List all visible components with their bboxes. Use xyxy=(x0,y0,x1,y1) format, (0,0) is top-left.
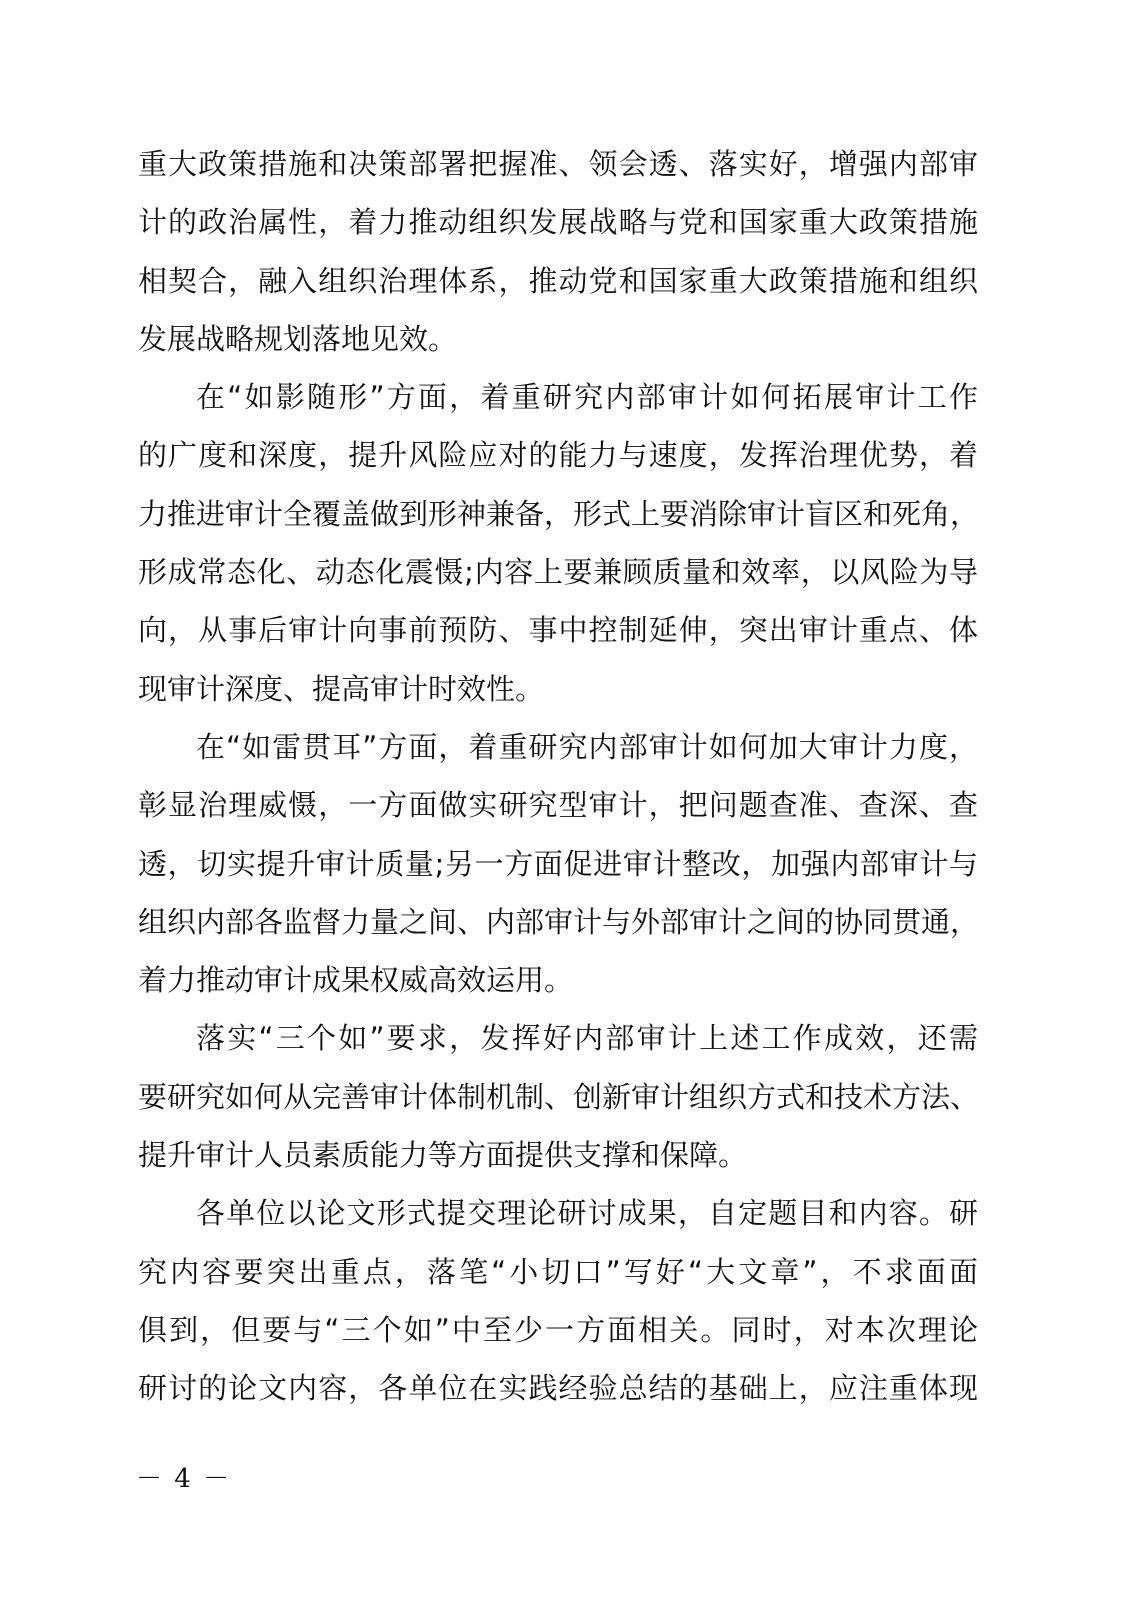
text-line: 透，切实提升审计质量;另一方面促进审计整改，加强内部审计与 xyxy=(138,846,978,881)
text-line: 在“如影随形”方面，着重研究内部审计如何拓展审计工作 xyxy=(196,380,978,415)
text-line: 相契合，融入组织治理体系，推动党和国家重大政策措施和组织 xyxy=(138,263,978,298)
text-line: 着力推动审计成果权威高效运用。 xyxy=(138,963,574,998)
body-text xyxy=(138,135,978,1418)
text-line: 重大政策措施和决策部署把握准、领会透、落实好，增强内部审 xyxy=(138,147,978,181)
text-line: 向，从事后审计向事前预防、事中控制延伸，突出审计重点、体 xyxy=(138,613,978,648)
text-line: 研讨的论文内容，各单位在实践经验总结的基础上，应注重体现 xyxy=(138,1371,978,1406)
text-line: 俱到，但要与“三个如”中至少一方面相关。同时，对本次理论 xyxy=(138,1312,978,1347)
text-line: 要研究如何从完善审计体制机制、创新审计组织方式和技术方法、 xyxy=(138,1079,980,1114)
text-line: 现审计深度、提高审计时效性。 xyxy=(138,671,545,706)
text-line: 提升审计人员素质能力等方面提供支撑和保障。 xyxy=(138,1138,748,1173)
text-line: 在“如雷贯耳”方面，着重研究内部审计如何加大审计力度， xyxy=(196,729,978,764)
text-line: 力推进审计全覆盖做到形神兼备，形式上要消除审计盲区和死角， xyxy=(138,496,980,531)
text-line: 形成常态化、动态化震慑;内容上要兼顾质量和效率，以风险为导 xyxy=(138,555,978,590)
page-number: － 4 － xyxy=(136,1464,232,1494)
text-line: 落实“三个如”要求，发挥好内部审计上述工作成效，还需 xyxy=(196,1021,978,1056)
text-line: 计的政治属性，着力推动组织发展战略与党和国家重大政策措施 xyxy=(138,205,978,240)
text-line: 组织内部各监督力量之间、内部审计与外部审计之间的协同贯通， xyxy=(138,904,980,939)
text-line: 究内容要突出重点，落笔“小切口”写好“大文章”，不求面面 xyxy=(138,1254,978,1289)
text-line: 的广度和深度，提升风险应对的能力与速度，发挥治理优势，着 xyxy=(138,438,978,473)
text-line: 发展战略规划落地见效。 xyxy=(138,321,458,356)
text-line: 各单位以论文形式提交理论研讨成果，自定题目和内容。研 xyxy=(196,1196,978,1231)
text-line: 彰显治理威慑，一方面做实研究型审计，把问题查准、查深、查 xyxy=(138,788,978,823)
